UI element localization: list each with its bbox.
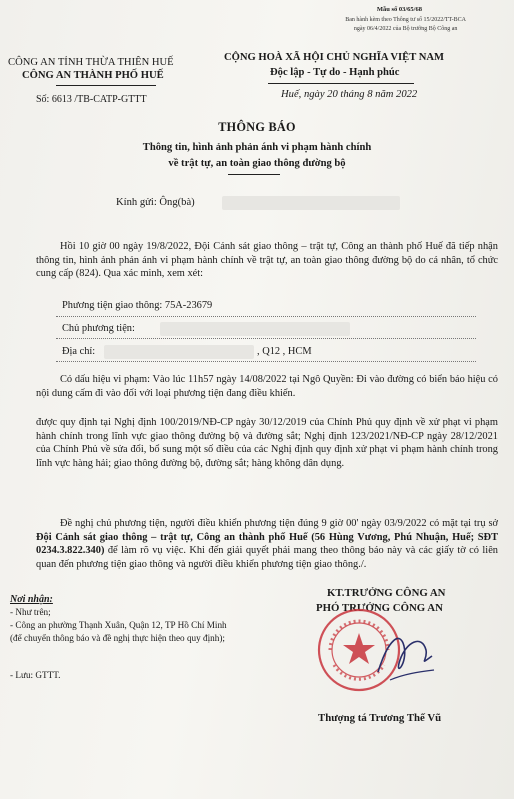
intro-paragraph: Hồi 10 giờ 00 ngày 19/8/2022, Đội Cảnh sát giao thông – trật tự, Công an thành phố Huế đã tiếp nhận thông tin, hình ảnh phản ánh vi phạm hành chính về trật tự, an toàn giao thông đường bộ do cá nhân, tổ chức cung cấp (824). Qua xác minh, xem xét: (36, 241, 498, 280)
national-title: CỘNG HOÀ XÃ HỘI CHỦ NGHĨA VIỆT NAM (224, 52, 445, 63)
agency-parent: CÔNG AN TỈNH THỪA THIÊN HUẾ (8, 57, 174, 68)
request-text-1: Đề nghị chủ phương tiện, người điều khiển phương tiện đúng 9 giờ 00' ngày 03/9/2022 có mặt tại trụ sở (60, 518, 498, 529)
address-value: , Q12 , HCM (257, 346, 312, 357)
redaction-box (222, 196, 400, 210)
dotted-rule (56, 316, 476, 317)
addressee: Kính gửi: Ông(bà) (116, 197, 195, 208)
vehicle-line: Phương tiện giao thông: 75A-23679 (62, 300, 213, 311)
recipient-item: - Như trên; (10, 607, 51, 617)
recipient-item: - Lưu: GTTT. (10, 670, 61, 680)
motto-underline (268, 83, 414, 84)
dotted-rule (56, 361, 476, 362)
document-number: Số: 6613 /TB-CATP-GTTT (36, 94, 147, 105)
document-subtitle-line-2: về trật tự, an toàn giao thông đường bộ (168, 158, 346, 169)
subtitle-underline (228, 174, 280, 175)
issuance-note-line-2: ngày 06/4/2022 của Bộ trưởng Bộ Công an (353, 26, 458, 32)
document-title: THÔNG BÁO (218, 120, 296, 134)
request-bold-place: Đội Cảnh sát giao thông – trật tự, Công an thành phố Huế (56 Hùng Vương, Phú Nhuận, Huế; SĐT 0234.3.822.340) (36, 531, 498, 557)
signer-name: Thượng tá Trương Thế Vũ (318, 712, 442, 724)
document-date: Huế, ngày 20 tháng 8 năm 2022 (281, 89, 418, 100)
violation-paragraph: Có dấu hiệu vi phạm: Vào lúc 11h57 ngày 14/08/2022 tại Ngô Quyền: Đi vào đường có biển báo hiệu có nội dung cấm đi vào đối với loại phương tiện đang điều khiển. (36, 374, 498, 399)
issuance-note (345, 16, 466, 34)
recipients-heading: Nơi nhận: (10, 594, 53, 605)
national-motto: Độc lập - Tự do - Hạnh phúc (270, 67, 400, 78)
signatory-subtitle: PHÓ TRƯỞNG CÔNG AN (316, 602, 443, 614)
address-label: Địa chỉ: (62, 346, 96, 357)
recipient-item: - Công an phường Thạnh Xuân, Quận 12, TP Hồ Chí Minh (để chuyển thông báo và đề nghị thực hiện theo quy định); (10, 620, 227, 643)
legal-basis-paragraph: được quy định tại Nghị định 100/2019/NĐ-CP ngày 30/12/2019 của Chính Phủ quy định về xử phạt vi phạm hành chính trong lĩnh vực giao thông đường bộ và đường sắt; Nghị định 123/2021/NĐ-CP ngày 28/12/2021 của Chính Phủ về sửa đổi, bổ sung một số điều của các Nghị định quy định xử phạt vi phạm hành chính trong lĩnh vực hàng hải; giao thông đường bộ, đường sắt; hàng không dân dụng. (36, 417, 498, 469)
agency-underline (56, 85, 156, 86)
request-text-2: để làm rõ vụ việc. Khi đến giải quyết phải mang theo thông báo này và các giấy tờ có liên quan đến phương tiện giao thông và người điều khiển phương tiện giao thông./. (36, 545, 498, 570)
agency-name: CÔNG AN THÀNH PHỐ HUẾ (22, 70, 164, 81)
redaction-box (104, 345, 254, 359)
issuance-note-line-1: Ban hành kèm theo Thông tư số 15/2022/TT-BCA (345, 17, 466, 23)
redaction-box (160, 322, 350, 336)
document-subtitle-line-1: Thông tin, hình ảnh phản ánh vi phạm hành chính (142, 142, 372, 153)
request-paragraph (36, 517, 498, 571)
handwritten-signature (370, 620, 440, 692)
dotted-rule (56, 338, 476, 339)
form-code: Mẫu số 03/65/68 (376, 6, 422, 13)
owner-line: Chủ phương tiện: (62, 323, 135, 334)
signatory-title: KT.TRƯỞNG CÔNG AN (327, 587, 446, 599)
